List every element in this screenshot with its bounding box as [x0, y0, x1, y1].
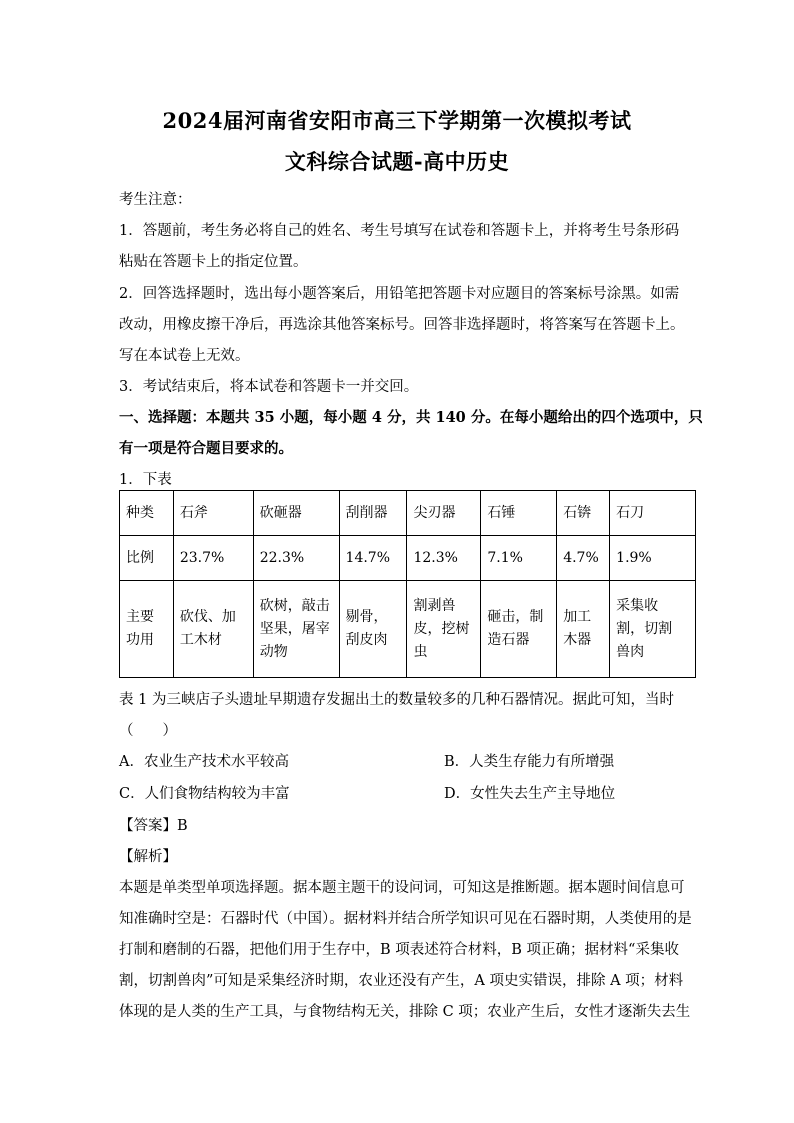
option-c[interactable]: C．人们食物结构较为丰富: [119, 786, 290, 802]
table-cell: 4.7%: [557, 536, 610, 581]
notice-item-1-line-2: 粘贴在答题卡上的指定位置。: [119, 254, 308, 270]
cell-line: 虫: [413, 643, 428, 660]
notice-item-2-line-3: 写在本试卷上无效。: [119, 348, 250, 364]
cell-line: 砸击，制: [487, 609, 544, 625]
table-cell: 1.9%: [610, 536, 696, 581]
exam-title: 2024届河南省安阳市高三下学期第一次模拟考试: [162, 108, 632, 133]
cell-line: 皮，挖树: [413, 620, 470, 637]
notice-item-2-line-1: 2．回答选择题时，选出每小题答案后，用铅笔把答题卡对应题目的答案标号涂黑。如需: [119, 286, 680, 302]
question-1-stem: 1．下表: [119, 472, 172, 488]
answer-label: 【答案】B: [119, 818, 188, 834]
table-cell: [120, 581, 174, 678]
table-cell: 14.7%: [339, 536, 407, 581]
cell-line: 木器: [563, 632, 592, 648]
table-cell: [557, 581, 610, 678]
table-caption: 表 1 为三峡店子头遗址早期遗存发掘出土的数量较多的几种石器情况。据此可知，当时: [119, 692, 674, 708]
table-cell: [407, 581, 481, 678]
cell-line: 剔骨，: [345, 609, 388, 625]
cell-line: 采集收: [616, 597, 659, 614]
table-row-type: [120, 491, 696, 536]
table-cell: 刮削器: [339, 491, 407, 536]
analysis-line: 知准确时空是：石器时代（中国）。据材料并结合所学知识可见在石器时期，人类使用的是: [119, 911, 692, 927]
table-cell: 石锛: [557, 491, 610, 536]
table-cell: 石锤: [481, 491, 557, 536]
cell-line: 割，切割: [616, 620, 673, 637]
table-cell: [173, 581, 253, 678]
stone-tools-table: [119, 490, 696, 678]
cell-line: 造石器: [487, 632, 530, 648]
cell-line: 坚果，屠宰: [259, 620, 330, 637]
analysis-line: 体现的是人类的生产工具，与食物结构无关，排除 C 项；农业产生后，女性才逐渐失去生: [119, 1004, 691, 1020]
option-d[interactable]: D．女性失去生产主导地位: [444, 786, 616, 802]
table-cell: [610, 581, 696, 678]
cell-line: 刮皮肉: [345, 632, 388, 648]
table-cell: 22.3%: [253, 536, 339, 581]
cell-line: 工木材: [179, 632, 222, 648]
table-cell: 石斧: [173, 491, 253, 536]
exam-subtitle: 文科综合试题-高中历史: [284, 149, 510, 174]
cell-line: 动物: [259, 643, 288, 660]
analysis-label: 【解析】: [119, 849, 177, 865]
notice-item-2-line-2: 改动，用橡皮擦干净后，再选涂其他答案标号。回答非选择题时，将答案写在答题卡上。: [119, 317, 685, 333]
cell-line: 主要: [126, 609, 154, 625]
analysis-line: 本题是单类型单项选择题。据本题主题干的设问词，可知这是推断题。据本题时间信息可: [119, 880, 685, 896]
section-heading-line-1: 一、选择题：本题共 35 小题，每小题 4 分，共 140 分。在每小题给出的四个选项中，只: [119, 409, 703, 426]
cell-line: 砍伐、加: [179, 609, 236, 625]
cell-line: 功用: [126, 632, 154, 648]
table-cell: 种类: [120, 491, 174, 536]
option-a[interactable]: A．农业生产技术水平较高: [119, 754, 289, 770]
cell-line: 加工: [563, 609, 592, 625]
table-cell: 尖刃器: [407, 491, 481, 536]
table-row-function: [120, 581, 696, 678]
section-heading-line-2: 有一项是符合题目要求的。: [119, 440, 293, 457]
notice-item-3: 3．考试结束后，将本试卷和答题卡一并交回。: [119, 379, 419, 395]
answer-blank: （ ）: [119, 723, 177, 739]
table-cell: 12.3%: [407, 536, 481, 581]
cell-line: 割剥兽: [413, 597, 456, 614]
cell-line: 砍树，敲击: [259, 597, 330, 614]
table-cell: 比例: [120, 536, 174, 581]
table-cell: [481, 581, 557, 678]
table-cell: 23.7%: [173, 536, 253, 581]
table-cell: [339, 581, 407, 678]
cell-line: 兽肉: [616, 643, 645, 660]
notice-item-1-line-1: 1．答题前，考生务必将自己的姓名、考生号填写在试卷和答题卡上，并将考生号条形码: [119, 223, 680, 239]
analysis-line: 割，切割兽肉”可知是采集经济时期，农业还没有产生，A 项史实错误，排除 A 项；材料: [119, 973, 684, 989]
table-cell: 砍砸器: [253, 491, 339, 536]
analysis-line: 打制和磨制的石器，把他们用于生存中，B 项表述符合材料，B 项正确；据材料“采集收: [119, 942, 679, 958]
notice-heading: 考生注意：: [119, 192, 192, 208]
table-row-ratio: [120, 536, 696, 581]
table-cell: [253, 581, 339, 678]
table-cell: 7.1%: [481, 536, 557, 581]
option-b[interactable]: B．人类生存能力有所增强: [444, 754, 615, 770]
table-cell: 石刀: [610, 491, 696, 536]
